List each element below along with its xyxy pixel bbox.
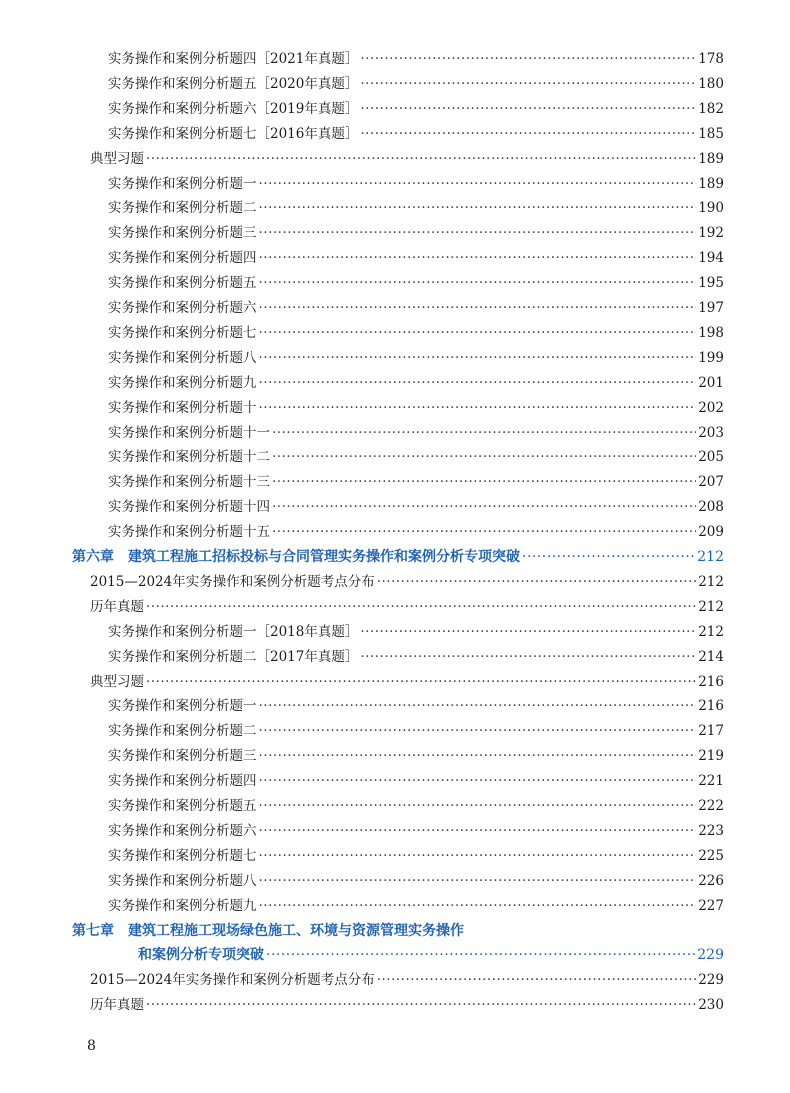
dot-leader — [146, 595, 696, 619]
toc-entry-title: 实务操作和案例分析题二 — [108, 723, 257, 739]
toc-entry[interactable] — [108, 445, 724, 469]
dot-leader — [259, 172, 697, 196]
toc-entry-title: 实务操作和案例分析题六［2019年真题］ — [108, 101, 359, 117]
toc-entry-title: 实务操作和案例分析题十 — [108, 400, 257, 416]
toc-entry[interactable] — [108, 694, 724, 718]
dot-leader — [146, 670, 696, 694]
toc-entry[interactable] — [108, 645, 724, 669]
toc-entry[interactable] — [108, 371, 724, 395]
toc-entry-title: 2015—2024年实务操作和案例分析题考点分布 — [90, 574, 375, 590]
toc-entry-page: 217 — [698, 723, 724, 739]
toc-entry-page: 216 — [698, 698, 724, 714]
toc-entry[interactable] — [108, 794, 724, 818]
dot-leader — [360, 645, 696, 669]
toc-entry[interactable] — [108, 844, 724, 868]
toc-entry-page: 185 — [698, 126, 724, 142]
toc-entry-title: 实务操作和案例分析题一 — [108, 698, 257, 714]
toc-entry-title: 实务操作和案例分析题九 — [108, 898, 257, 914]
toc-entry-title: 2015—2024年实务操作和案例分析题考点分布 — [90, 972, 375, 988]
dot-leader — [146, 993, 696, 1017]
toc-entry-title: 典型习题 — [90, 151, 144, 167]
toc-entry-title: 实务操作和案例分析题二［2017年真题］ — [108, 649, 359, 665]
dot-leader — [266, 943, 695, 967]
toc-entry-page: 219 — [698, 748, 724, 764]
toc-entry[interactable] — [108, 470, 724, 494]
toc-entry-title: 第六章 建筑工程施工招标投标与合同管理实务操作和案例分析专项突破 — [72, 549, 520, 565]
toc-entry[interactable] — [108, 246, 724, 270]
dot-leader — [272, 445, 696, 469]
toc-entry-page: 230 — [698, 997, 724, 1013]
toc-entry[interactable] — [108, 744, 724, 768]
toc-entry-title: 实务操作和案例分析题四［2021年真题］ — [108, 51, 359, 67]
dot-leader — [272, 495, 696, 519]
toc-entry-title: 实务操作和案例分析题四 — [108, 773, 257, 789]
toc-entry-title: 实务操作和案例分析题八 — [108, 350, 257, 366]
toc-entry-page: 208 — [698, 499, 724, 515]
toc-entry-title: 实务操作和案例分析题十二 — [108, 449, 270, 465]
toc-entry[interactable] — [108, 196, 724, 220]
toc-entry-title: 实务操作和案例分析题八 — [108, 873, 257, 889]
page-number: 8 — [87, 1038, 96, 1054]
toc-entry-page: 205 — [698, 449, 724, 465]
toc-entry[interactable] — [108, 520, 724, 544]
dot-leader — [259, 321, 697, 345]
dot-leader — [259, 869, 697, 893]
toc-entry-page: 201 — [698, 375, 724, 391]
toc-entry-page: 178 — [698, 51, 724, 67]
toc-entry-page: 223 — [698, 823, 724, 839]
toc-entry-title: 和案例分析专项突破 — [138, 947, 264, 963]
toc-entry[interactable] — [108, 172, 724, 196]
toc-entry-title: 实务操作和案例分析题七［2016年真题］ — [108, 126, 359, 142]
toc-entry-page: 212 — [698, 599, 724, 615]
toc-section[interactable] — [90, 147, 724, 171]
toc-entry-page: 190 — [698, 200, 724, 216]
toc-entry[interactable] — [108, 296, 724, 320]
toc-entry[interactable] — [108, 620, 724, 644]
toc-entry-title: 实务操作和案例分析题二 — [108, 200, 257, 216]
toc-entry[interactable] — [108, 495, 724, 519]
dot-leader — [259, 246, 697, 270]
toc-entry[interactable] — [108, 421, 724, 445]
toc-entry-page: 227 — [698, 898, 724, 914]
dot-leader — [259, 221, 697, 245]
toc-entry[interactable] — [108, 869, 724, 893]
toc-entry-title: 历年真题 — [90, 599, 144, 615]
dot-leader — [377, 968, 697, 992]
toc-section[interactable] — [90, 670, 724, 694]
toc-entry-title: 实务操作和案例分析题五 — [108, 275, 257, 291]
toc-entry-page: 216 — [698, 674, 724, 690]
toc-entry[interactable] — [108, 122, 724, 146]
dot-leader — [360, 47, 696, 71]
dot-leader — [259, 371, 697, 395]
toc-entry-title: 历年真题 — [90, 997, 144, 1013]
toc-entry-title: 实务操作和案例分析题一［2018年真题］ — [108, 624, 359, 640]
toc-entry[interactable] — [108, 321, 724, 345]
toc-entry-page: 203 — [698, 425, 724, 441]
toc-entry-page: 199 — [698, 350, 724, 366]
toc-entry-title: 实务操作和案例分析题六 — [108, 823, 257, 839]
dot-leader — [259, 346, 697, 370]
toc-entry-title: 实务操作和案例分析题七 — [108, 325, 257, 341]
toc-chapter[interactable] — [72, 545, 724, 569]
toc-entry-page: 202 — [698, 400, 724, 416]
toc-entry[interactable] — [108, 221, 724, 245]
dot-leader — [272, 520, 696, 544]
toc-entry-page: 192 — [698, 225, 724, 241]
toc-entry-page: 195 — [698, 275, 724, 291]
toc-chapter-continuation[interactable] — [138, 943, 724, 967]
toc-entry-title: 实务操作和案例分析题十一 — [108, 425, 270, 441]
toc-entry-page: 198 — [698, 325, 724, 341]
dot-leader — [272, 421, 696, 445]
toc-section[interactable] — [90, 968, 724, 992]
dot-leader — [259, 694, 697, 718]
dot-leader — [259, 271, 697, 295]
toc-entry-page: 229 — [697, 947, 724, 963]
toc-entry-title: 实务操作和案例分析题五 — [108, 798, 257, 814]
dot-leader — [259, 844, 697, 868]
dot-leader — [259, 744, 697, 768]
toc-chapter-title[interactable]: 第七章 建筑工程施工现场绿色施工、环境与资源管理实务操作 — [72, 923, 464, 939]
dot-leader — [259, 396, 697, 420]
toc-section[interactable] — [90, 595, 724, 619]
dot-leader — [259, 296, 697, 320]
toc-entry[interactable] — [108, 72, 724, 96]
toc-entry-title: 实务操作和案例分析题十五 — [108, 524, 270, 540]
dot-leader — [259, 894, 697, 918]
toc-entry-page: 209 — [698, 524, 724, 540]
toc-entry[interactable] — [108, 719, 724, 743]
toc-entry-page: 189 — [698, 176, 724, 192]
toc-entry-page: 212 — [698, 574, 724, 590]
toc-section[interactable] — [90, 993, 724, 1017]
dot-leader — [360, 122, 696, 146]
toc-entry[interactable] — [108, 47, 724, 71]
dot-leader — [259, 819, 697, 843]
toc-entry-page: 222 — [698, 798, 724, 814]
toc-entry-title: 实务操作和案例分析题十三 — [108, 474, 270, 490]
toc-entry[interactable] — [108, 271, 724, 295]
toc-entry-page: 207 — [698, 474, 724, 490]
toc-entry-page: 180 — [698, 76, 724, 92]
toc-entry-title: 实务操作和案例分析题六 — [108, 300, 257, 316]
dot-leader — [360, 97, 696, 121]
toc-entry[interactable] — [108, 396, 724, 420]
toc-entry[interactable] — [108, 346, 724, 370]
toc-entry[interactable] — [108, 894, 724, 918]
dot-leader — [272, 470, 696, 494]
toc-entry-title: 实务操作和案例分析题三 — [108, 225, 257, 241]
dot-leader — [259, 794, 697, 818]
toc-entry-page: 226 — [698, 873, 724, 889]
toc-entry-page: 194 — [698, 250, 724, 266]
dot-leader — [360, 72, 696, 96]
toc-entry-page: 189 — [698, 151, 724, 167]
toc-entry-title: 典型习题 — [90, 674, 144, 690]
toc-entry-page: 214 — [698, 649, 724, 665]
dot-leader — [259, 769, 697, 793]
toc-entry[interactable] — [108, 819, 724, 843]
toc-entry-title: 实务操作和案例分析题十四 — [108, 499, 270, 515]
toc-entry-page: 212 — [697, 549, 724, 565]
dot-leader — [360, 620, 696, 644]
dot-leader — [259, 719, 697, 743]
toc-section[interactable] — [90, 570, 724, 594]
toc-entry-title: 实务操作和案例分析题三 — [108, 748, 257, 764]
toc-entry-page: 221 — [698, 773, 724, 789]
toc-entry-title: 实务操作和案例分析题七 — [108, 848, 257, 864]
toc-entry-title: 实务操作和案例分析题九 — [108, 375, 257, 391]
toc-entry[interactable] — [108, 769, 724, 793]
dot-leader — [377, 570, 697, 594]
toc-entry-title: 实务操作和案例分析题五［2020年真题］ — [108, 76, 359, 92]
toc-entry-page: 229 — [698, 972, 724, 988]
toc-entry[interactable] — [108, 97, 724, 121]
toc-entry-page: 197 — [698, 300, 724, 316]
toc-entry-page: 225 — [698, 848, 724, 864]
dot-leader — [259, 196, 697, 220]
dot-leader — [522, 545, 695, 569]
toc-entry-page: 212 — [698, 624, 724, 640]
dot-leader — [146, 147, 696, 171]
toc-entry-title: 实务操作和案例分析题一 — [108, 176, 257, 192]
toc-entry-title: 实务操作和案例分析题四 — [108, 250, 257, 266]
toc-entry-page: 182 — [698, 101, 724, 117]
